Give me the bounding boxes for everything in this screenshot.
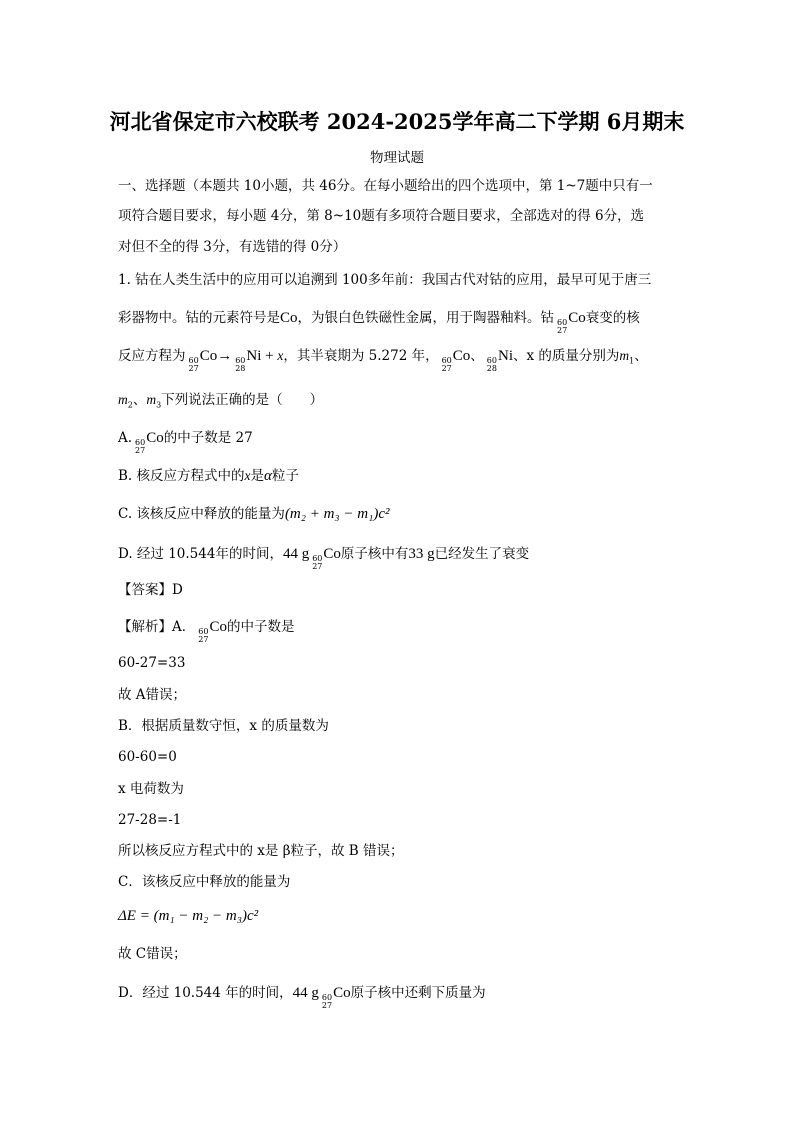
question-1-line-2: 彩器物中。钴的元素符号是Co，为银白色铁磁性金属，用于陶器釉料。钴 60 27 Co衰变的核 [118,310,640,335]
energy-formula: ΔE = (m₁ − m₂ − m₃)c² [118,908,259,924]
analysis-d: D．经过 10.544 年的时间，44 g 60 27 Co原子核中还剩下质量为 [118,985,486,1010]
document-title: 河北省保定市六校联考 2024-2025学年高二下学期 6月期末 [109,109,685,134]
option-c: C. 该核反应中释放的能量为(m₂ + m₃ − m₁)c² [118,506,390,522]
conclude-a: 故 A错误； [118,687,187,703]
option-b: B. 核反应方程式中的x是α粒子 [118,468,299,484]
conclude-c: 故 C错误； [118,946,187,962]
isotope-co60: 60 27 [557,318,568,335]
section-instructions-1: 一、选择题（本题共 10小题，共 46分。在每小题给出的四个选项中，第 1~7题中只有一 [118,178,653,194]
section-instructions-2: 项符合题目要求，每小题 4分，第 8~10题有多项符合题目要求，全部选对的得 6分，选 [118,208,645,224]
analysis-b: B．根据质量数守恒，x 的质量数为 [118,718,329,734]
section-instructions-3: 对但不全的得 3分，有选错的得 0分） [118,239,347,255]
cobalt-symbol: Co [280,310,298,326]
analysis-c: C．该核反应中释放的能量为 [118,874,291,890]
question-1-line-4: $m_2$、$m_3$下列说法正确的是（ ） [118,392,324,410]
question-1-line-1: 1. 钴在人类生活中的应用可以追溯到 100多年前：我国古代对钴的应用，最早可见于唐三 [118,272,652,288]
calc-charge: 27-28=-1 [118,812,182,828]
charge-line: x 电荷数为 [118,781,184,797]
option-d: D. 经过 10.544年的时间，44 g 60 27 Co原子核中有33 g已经发生了衰变 [118,546,530,571]
answer-label: 【答案】D [118,582,183,598]
analysis-a: 【解析】A． 60 27 Co的中子数是 [118,619,295,644]
conclude-b: 所以核反应方程式中的 x是 β粒子，故 B 错误； [118,843,404,859]
option-a: A. 60 27 Co的中子数是 27 [118,430,253,455]
calc-mass-number: 60-60=0 [118,749,177,765]
document-subtitle: 物理试题 [370,150,424,166]
calc-neutrons: 60-27=33 [118,655,186,671]
question-1-line-3: 反应方程为 60 27 Co→ 60 28 Ni + x，其半衰期为 5.272 年， 60 27 Co、 60 28 Ni、x 的质量分别为$m_1$、 [118,348,648,373]
